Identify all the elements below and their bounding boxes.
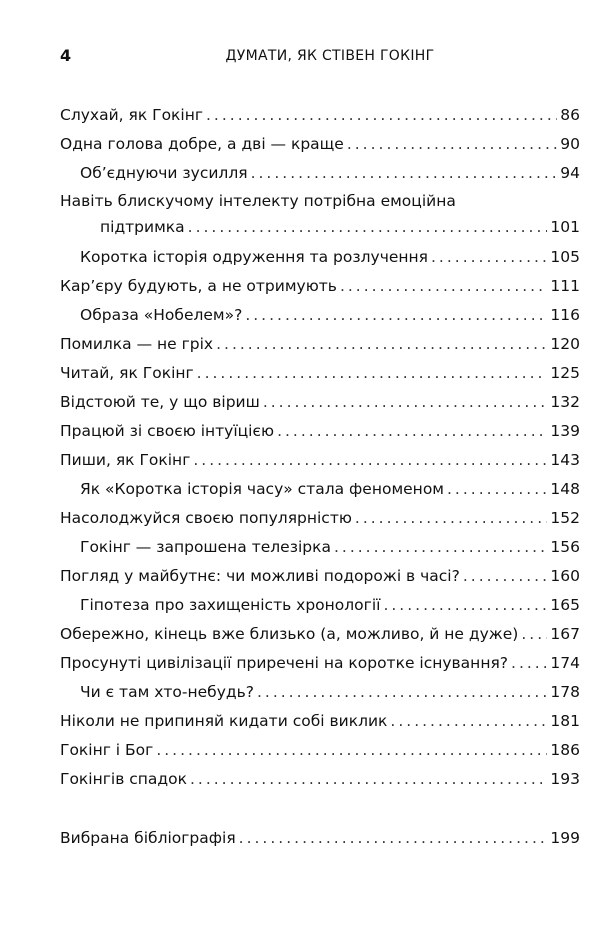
toc-entry-page: 165	[550, 596, 580, 614]
toc-subentry[interactable]	[60, 243, 580, 272]
toc-entry-page: 167	[550, 625, 580, 643]
dot-leader	[355, 504, 548, 533]
toc-entry[interactable]	[60, 707, 580, 736]
toc-entry-title: Гіпотеза про захищеність хронології	[80, 596, 381, 614]
dot-leader	[390, 707, 547, 736]
toc-entry-title: Відстоюй те, у що віриш	[60, 393, 260, 411]
toc-entry-bibliography[interactable]	[60, 824, 580, 853]
toc-entry[interactable]	[60, 620, 580, 649]
toc-entry-page: 101	[550, 218, 580, 236]
toc-entry-page: 94	[560, 164, 580, 182]
toc-entry-title: Працюй зі своєю інтуїцією	[60, 422, 275, 440]
toc-entry-page: 174	[550, 654, 580, 672]
toc-entry[interactable]	[60, 417, 580, 446]
dot-leader	[347, 130, 557, 159]
toc-entry-title: Гокінг і Бог	[60, 741, 154, 759]
toc-entry-title: Чи є там хто-небудь?	[80, 683, 254, 701]
toc-subentry[interactable]	[60, 678, 580, 707]
toc-entry-title: Просунуті цивілізації приречені на коротке існування?	[60, 654, 509, 672]
toc-entry-title: Кар’єру будують, а не отримують	[60, 277, 337, 295]
dot-leader	[188, 214, 548, 240]
toc-entry-title: Пиши, як Гокінг	[60, 451, 191, 469]
dot-leader	[156, 736, 547, 765]
dot-leader	[206, 101, 557, 130]
toc-entry[interactable]	[60, 765, 580, 794]
toc-entry-title: Образа «Нобелем»?	[80, 306, 243, 324]
toc-entry-title: Слухай, як Гокінг	[60, 106, 203, 124]
toc-entry-title: Гокінг — запрошена телезірка	[80, 538, 331, 556]
toc-entry-title: Одна голова добре, а дві — краще	[60, 135, 344, 153]
dot-leader	[257, 678, 547, 707]
dot-leader	[190, 765, 547, 794]
toc-entry-page: 105	[550, 248, 580, 266]
dot-leader	[521, 620, 547, 649]
toc-subentry[interactable]	[60, 591, 580, 620]
section-spacer	[60, 794, 580, 824]
toc-entry[interactable]	[60, 562, 580, 591]
toc-entry-page: 132	[550, 393, 580, 411]
toc-entry-page: 148	[550, 480, 580, 498]
dot-leader	[431, 243, 547, 272]
toc-entry[interactable]	[60, 446, 580, 475]
toc-entry-page: 186	[550, 741, 580, 759]
toc-entry[interactable]	[60, 330, 580, 359]
toc-entry-page: 199	[550, 829, 580, 847]
toc-entry-title: Обережно, кінець вже близько (а, можливо, й не дуже)	[60, 625, 519, 643]
toc-entry-title: Читай, як Гокінг	[60, 364, 194, 382]
toc-entry-title: Об’єднуючи зусилля	[80, 164, 248, 182]
toc-subentry[interactable]	[60, 475, 580, 504]
dot-leader	[263, 388, 548, 417]
toc-entry-title: Ніколи не припиняй кидати собі виклик	[60, 712, 388, 730]
toc-entry[interactable]	[60, 272, 580, 301]
toc-entry-page: 193	[550, 770, 580, 788]
toc-entry-page: 90	[560, 135, 580, 153]
toc-entry-title: Помилка — не гріх	[60, 335, 214, 353]
toc-entry-page: 160	[550, 567, 580, 585]
toc-entry-page: 111	[550, 277, 580, 295]
toc-entry-title: Гокінгів спадок	[60, 770, 187, 788]
dot-leader	[216, 330, 547, 359]
dot-leader	[193, 446, 547, 475]
dot-leader	[239, 824, 548, 853]
toc-entry-page: 125	[550, 364, 580, 382]
toc-subentry[interactable]	[60, 159, 580, 188]
toc-entry-page: 143	[550, 451, 580, 469]
dot-leader	[277, 417, 547, 446]
toc-entry-page: 178	[550, 683, 580, 701]
toc-entry[interactable]	[60, 736, 580, 765]
toc-entry-title: Вибрана бібліографія	[60, 829, 236, 847]
toc-entry-page: 116	[550, 306, 580, 324]
toc-entry[interactable]	[60, 101, 580, 130]
toc-entry-line2	[60, 214, 580, 243]
toc-entry[interactable]	[60, 504, 580, 533]
running-title: ДУМАТИ, ЯК СТІВЕН ГОКІНГ	[225, 48, 435, 64]
dot-leader	[197, 359, 548, 388]
page-number: 4	[60, 46, 72, 65]
toc-entry-page: 156	[550, 538, 580, 556]
toc-entry-page: 139	[550, 422, 580, 440]
dot-leader	[245, 301, 547, 330]
toc-entry-title: Погляд у майбутнє: чи можливі подорожі в часі?	[60, 567, 460, 585]
toc-entry-title: Насолоджуйся своєю популярністю	[60, 509, 352, 527]
dot-leader	[340, 272, 547, 301]
dot-leader	[251, 159, 558, 188]
toc-entry-page: 152	[550, 509, 580, 527]
toc-entry[interactable]	[60, 649, 580, 678]
toc-entry[interactable]	[60, 188, 580, 243]
dot-leader	[511, 649, 547, 678]
toc-entry[interactable]	[60, 130, 580, 159]
table-of-contents	[60, 101, 580, 853]
page-header	[60, 46, 560, 72]
toc-entry-page: 181	[550, 712, 580, 730]
toc-entry-title: Як «Коротка історія часу» стала феноменом	[80, 480, 444, 498]
dot-leader	[463, 562, 548, 591]
dot-leader	[383, 591, 547, 620]
toc-subentry[interactable]	[60, 301, 580, 330]
toc-entry[interactable]	[60, 388, 580, 417]
toc-entry-title-line1: Навіть блискучому інтелекту потрібна емоційна	[60, 192, 456, 210]
toc-entry-page: 86	[560, 106, 580, 124]
toc-entry[interactable]	[60, 359, 580, 388]
toc-entry-title-line2: підтримка	[100, 218, 185, 236]
toc-entry-page: 120	[550, 335, 580, 353]
dot-leader	[447, 475, 547, 504]
toc-subentry[interactable]	[60, 533, 580, 562]
toc-entry-title: Коротка історія одруження та розлучення	[80, 248, 428, 266]
dot-leader	[334, 533, 547, 562]
